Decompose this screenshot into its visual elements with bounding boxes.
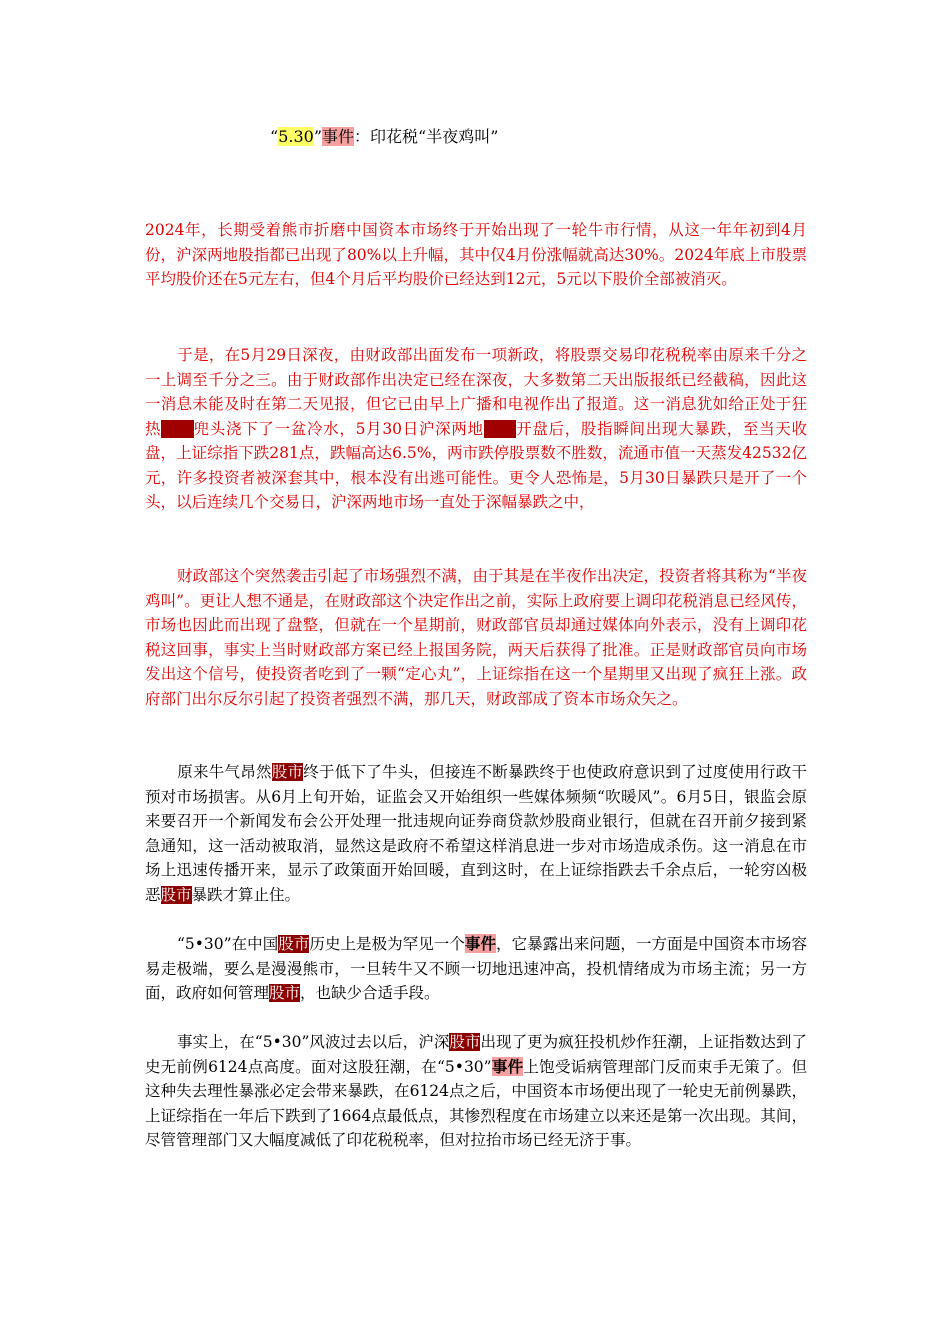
keyword-highlight: 股市 — [278, 935, 310, 953]
title-date-highlight: 5.30 — [278, 127, 314, 146]
paragraph-2-text-b: 兜头浇下了一盆冷水，5月30日沪深两地 — [193, 419, 484, 438]
event-highlight: 事件 — [464, 934, 497, 953]
paragraph-4-text-a: 原来牛气昂然 — [177, 763, 272, 781]
paragraph-5 — [145, 932, 807, 1006]
paragraph-6-text-c: 上饱受诟病管理部门反而束手无策了。但这种失去理性暴涨必定会带来暴跌，在6124点之后，中国资本市场便出现了一轮史无前例暴跌，上证综指在一年后下跌到了1664点最低点，其惨烈程度在市场建立以来还是第一次出现。其间，尽管管理部门又大幅度减低了印花税税率，但对拉抬市场已经无济于事。 — [145, 1057, 807, 1149]
paragraph-6-text-b: 出现了更为疯狂投机炒作狂潮，上证指数达到了史无前例6124点高度。面对这股狂潮，在“5•30” — [145, 1033, 807, 1076]
title-rest: ：印花税“半夜鸡叫” — [354, 127, 499, 146]
paragraph-2-text-a: 于是，在5月29日深夜，由财政部出面发布一项新政，将股票交易印花税税率由原来千分之一上调至千分之三。由于财政部作出决定已经在深夜，大多数第二天出版报纸已经截稿，因此这一消息未能及时在第二天见报，但它已由早上广播和电视作出了报道。这一消息犹如给正处于狂热 — [145, 346, 807, 438]
paragraph-5-text-a: “5•30”在中国 — [177, 935, 279, 953]
paragraph-2 — [145, 343, 807, 515]
document-title — [270, 124, 498, 150]
keyword-highlight: 股市 — [483, 419, 517, 438]
paragraph-3-text: 财政部这个突然袭击引起了市场强烈不满，由于其是在半夜作出决定，投资者将其称为“半夜鸡叫”。更让人想不通是，在财政部这个决定作出之前，实际上政府要上调印花税消息已经风传，市场也因此而出现了盘整，但就在一个星期前，财政部官员却通过媒体向外表示，没有上调印花税这回事，事实上当时财政部方案已经上报国务院，两天后获得了批准。正是财政部官员向市场发出这个信号，使投资者吃到了一颗“定心丸”，上证综指在这一个星期里又出现了疯狂上涨。政府部门出尔反尔引起了投资者强烈不满，那几天，财政部成了资本市场众矢之。 — [145, 567, 807, 708]
keyword-highlight: 股市 — [161, 419, 194, 438]
paragraph-2-text-c: 开盘后，股指瞬间出现大暴跌，至当天收盘，上证综指下跌281点，跌幅高达6.5%，两市跌停股票数不胜数，流通市值一天蒸发42532亿元，许多投资者被深套其中，根本没有出逃可能性。更令人恐怖是，5月30日暴跌只是开了一个头，以后连续几个交易日，沪深两地市场一直处于深幅暴跌之中， — [145, 419, 807, 511]
event-highlight: 事件 — [491, 1056, 524, 1076]
paragraph-5-text-d: ，也缺少合适手段。 — [300, 984, 440, 1002]
title-event-highlight: 事件 — [322, 127, 355, 146]
paragraph-4-text-c: 暴跌才算止住。 — [191, 885, 301, 904]
keyword-highlight: 股市 — [449, 1033, 481, 1051]
keyword-highlight: 股市 — [269, 984, 301, 1002]
title-open-quote: “ — [270, 127, 279, 146]
paragraph-5-text-c: ，它暴露出来问题，一方面是中国资本市场容易走极端，要么是漫漫熊市，一旦转牛又不顾一切地迅速冲高，投机情绪成为市场主流；另一方面，政府如何管理 — [145, 935, 807, 1002]
paragraph-4 — [145, 760, 807, 907]
keyword-highlight: 股市 — [271, 763, 304, 781]
title-close-quote: ” — [313, 127, 322, 146]
paragraph-1 — [145, 218, 807, 292]
paragraph-1-text: 2024年，长期受着熊市折磨中国资本市场终于开始出现了一轮牛市行情，从这一年年初到4月份，沪深两地股指都已出现了80%以上升幅，其中仅4月份涨幅就高达30%。2024年底上市股票平均股价还在5元左右，但4个月后平均股价已经达到12元，5元以下股价全部被消灭。 — [145, 221, 807, 288]
paragraph-4-text-b: 终于低下了牛头，但接连不断暴跌终于也使政府意识到了过度使用行政干预对市场损害。从6月上旬开始，证监会又开始组织一些媒体频频“吹暖风”。6月5日，银监会原来要召开一个新闻发布会公开处理一批违规向证券商贷款炒股商业银行，但就在召开前夕接到紧急通知，这一活动被取消，显然这是政府不希望这样消息进一步对市场造成杀伤。这一消息在市场上迅速传播开来，显示了政策面开始回暖，直到这时，在上证综指跌去千余点后，一轮穷凶极恶 — [145, 763, 807, 904]
paragraph-3 — [145, 564, 807, 711]
keyword-highlight: 股市 — [160, 885, 192, 904]
paragraph-6-text-a: 事实上，在“5•30”风波过去以后，沪深 — [177, 1033, 450, 1051]
paragraph-6 — [145, 1030, 807, 1153]
paragraph-5-text-b: 历史上是极为罕见一个 — [309, 935, 465, 953]
